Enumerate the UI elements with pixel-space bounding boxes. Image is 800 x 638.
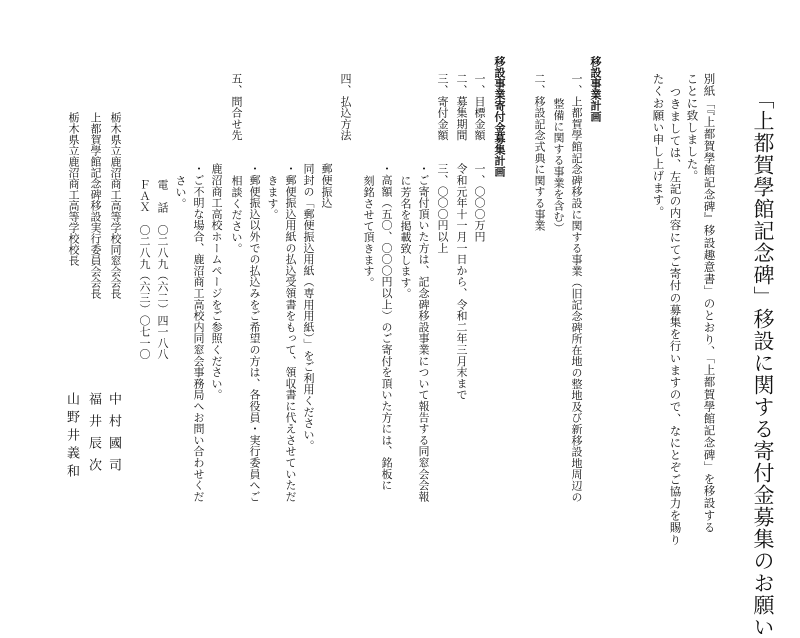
payment-line-5: 相談ください。 [230,175,243,255]
signatory-title-3: 栃木県立鹿沼商工高等学校校長 [67,112,80,266]
contact-tel: 電 話 〇二八九（六二）四一八八 [156,179,169,360]
document-title: 「上都賀學館記念碑」移設に関する寄付金募集のお願い [751,88,775,638]
payment-line-3: きます。 [266,175,279,221]
payment-line-4: ・郵便振込以外での払込みをご希望の方は、各役員・実行委員へご [248,163,261,502]
fund-value-period: 令和元年十一月一日から、令和二年三月末まで [455,163,468,401]
signatory-name-2: 福井辰次 [86,392,101,480]
fund-note-1: ・ご寄付頂いた方は、記念碑移設事業について報告する同窓会会報 [417,163,430,502]
signatory-name-3: 山野井義和 [64,392,79,482]
fund-label-target: 一、目標金額 [473,73,486,141]
payment-heading: 四、払込方法 [339,73,352,141]
intro-line-2: ことに致しました。 [685,73,700,182]
project-item-2: 二、移設記念式典に関する事業 [533,73,546,232]
fund-heading: 移設事業寄付金募集計画 [493,56,506,177]
contact-fax: ＦＡＸ 〇二八九（六三）〇七一〇 [138,179,151,360]
fund-label-amount: 三、寄付金額 [436,73,449,141]
fund-value-amount: 三、〇〇〇円以上 [436,163,449,254]
project-item-1-cont: 整備に関する事業を含む） [552,98,565,234]
payment-line-6: 鹿沼商工高校ホームページをご参照ください。 [210,163,223,401]
project-heading: 移設事業計画 [589,56,602,122]
payment-line-2: ・郵便振込用紙の払込受領書をもって、領収書に代えさせていただ [284,163,297,502]
payment-sub: 郵便振込 [320,163,333,209]
payment-line-1: 同封の「郵便振込用紙（専用用紙）」をご利用ください。 [302,163,315,452]
project-item-1: 一、上都賀學館記念碑移設に関する事業（旧記念碑所在地の整地及び新移設地周辺の [570,73,583,503]
fund-note-2-cont: 刻銘させて頂きます。 [362,175,375,288]
signatory-title-2: 上都賀學館記念碑移設実行委員会会長 [89,112,102,299]
intro-line-4: たくお願い申し上げます。 [651,73,666,219]
contact-heading: 五、問合せ先 [230,73,243,141]
fund-note-2: ・高額（五〇、〇〇〇円以上）のご寄付を頂いた方には、銘板に [380,163,393,491]
intro-line-1: 別紙「『上都賀學館記念碑』移設趣意書」のとおり、「上都賀學館記念碑」を移設する [702,73,717,534]
intro-line-3: つきましては、左記の内容にてご寄付の募集を行いますので、なにとぞご協力を賜り [668,86,683,546]
signatory-name-1: 中村國司 [106,392,121,480]
signatory-title-1: 栃木県立鹿沼商工高等学校同窓会会長 [109,112,122,299]
fund-value-target: 一、〇〇〇万円 [473,163,486,243]
fund-note-1-cont: に芳名を掲載致します。 [399,175,412,300]
fund-label-period: 二、募集期間 [455,73,468,141]
payment-line-8: さい。 [174,175,187,209]
payment-line-7: ・ご不明な場合、鹿沼商工高校内同窓会事務局へお問い合わせくだ [192,163,205,502]
